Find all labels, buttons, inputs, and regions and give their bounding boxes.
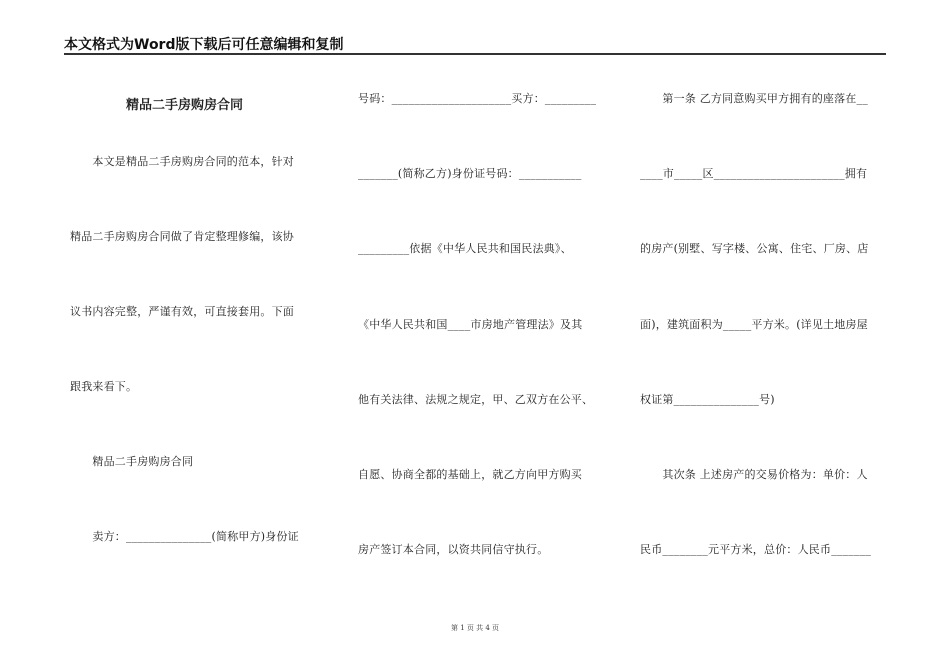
body-line: 本文是精品二手房购房合同的范本，针对	[70, 155, 294, 168]
body-line: 房产签订本合同，以资共同信守执行。	[358, 543, 549, 556]
document-header: 本文格式为Word版下载后可任意编辑和复制	[64, 37, 344, 53]
body-line: 面)，建筑面积为_____平方米。(详见土地房屋	[640, 318, 868, 331]
body-line: 卖方：_______________(简称甲方)身份证	[70, 530, 299, 543]
body-line: 自愿、协商全都的基础上，就乙方向甲方购买	[358, 468, 582, 481]
body-line: 跟我来看下。	[70, 380, 138, 393]
body-line: 精品二手房购房合同	[70, 455, 194, 468]
body-line: _______(简称乙方)身份证号码：___________	[358, 167, 582, 180]
body-line: 的房产(别墅、写字楼、公寓、住宅、厂房、店	[640, 242, 869, 255]
header-divider	[64, 53, 886, 55]
body-line: 权证第_______________号)	[640, 393, 775, 406]
body-line: ____市_____区_______________________拥有	[640, 167, 868, 180]
body-line: 议书内容完整，严谨有效，可直接套用。下面	[70, 305, 294, 318]
contract-title: 精品二手房购房合同	[126, 98, 244, 113]
body-line: 他有关法律、法规之规定，甲、乙双方在公平、	[358, 393, 594, 406]
page-number: 第 1 页 共 4 页	[450, 624, 500, 632]
body-line: 其次条 上述房产的交易价格为：单价：人	[640, 468, 868, 481]
body-line: 第一条 乙方同意购买甲方拥有的座落在__	[640, 92, 868, 105]
body-line: 民币________元平方米，总价：人民币_______	[640, 543, 872, 556]
body-line: 号码：_____________________买方：_________	[358, 92, 597, 105]
body-line: 精品二手房购房合同做了肯定整理修编，该协	[70, 230, 294, 243]
body-line: _________依据《中华人民共和国民法典》、	[358, 242, 572, 255]
body-line: 《中华人民共和国____市房地产管理法》及其	[358, 318, 583, 331]
